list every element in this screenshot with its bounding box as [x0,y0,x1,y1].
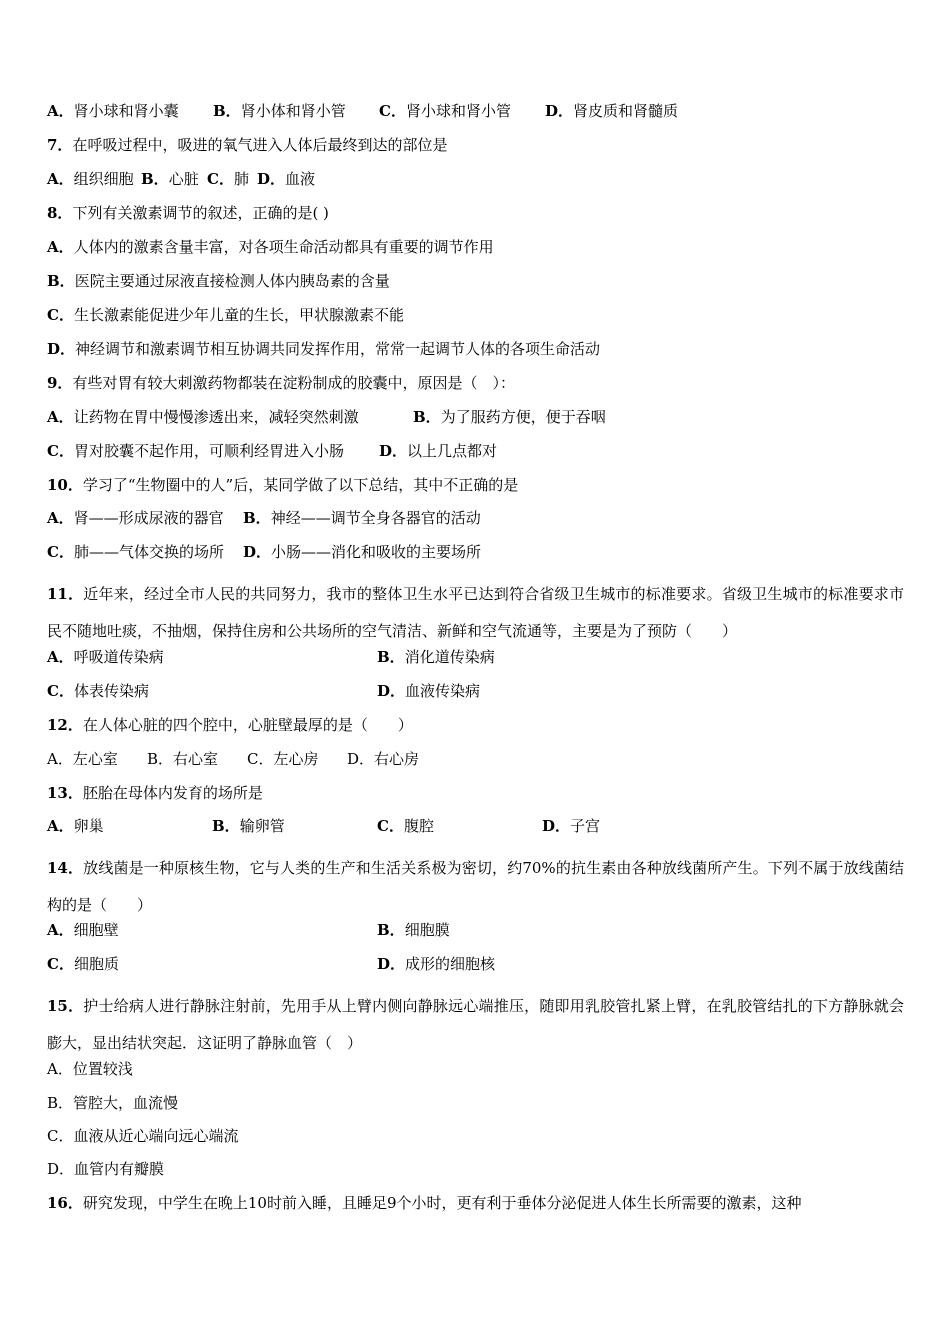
q7-stem: 7．在呼吸过程中，吸进的氧气进入人体后最终到达的部位是 [47,136,448,154]
q8-option-d: D．神经调节和激素调节相互协调共同发挥作用，常常一起调节人体的各项生命活动 [47,340,601,358]
q11-option-d: D．血液传染病 [377,682,481,700]
q13-stem: 13．胚胎在母体内发育的场所是 [47,784,263,802]
q10-stem: 10．学习了“生物圈中的人”后，某同学做了以下总结，其中不正确的是 [47,476,519,494]
q13-options [47,816,600,836]
q8-option-b: B．医院主要通过尿液直接检测人体内胰岛素的含量 [47,272,390,290]
q16-stem: 16．研究发现，中学生在晚上10时前入睡，且睡足9个小时，更有利于垂体分泌促进人体生长所需要的激素，这种 [47,1194,802,1212]
q9-option-a: A．让药物在胃中慢慢渗透出来，减轻突然刺激 [47,408,359,426]
q9-option-b: B．为了服药方便，便于吞咽 [413,408,606,426]
q11-stem: 11．近年来，经过全市人民的共同努力，我市的整体卫生水平已达到符合省级卫生城市的标准要求。省级卫生城市的标准要求市民不随地吐痰，不抽烟，保持住房和公共场所的空气清洁、新鲜和空气流通等，主要是为了预防（ ） [47,585,904,640]
q13-option-a: A．卵巢 [47,817,104,835]
q14-option-b: B．细胞膜 [377,921,450,939]
q10-option-b: B．神经——调节全身各器官的活动 [243,509,481,527]
q8-option-c: C．生长激素能促进少年儿童的生长，甲状腺激素不能 [47,306,404,324]
q14-options-ab [47,920,450,940]
q10-options-cd [47,542,481,562]
q15-option-d: D．血管内有瓣膜 [47,1160,165,1178]
q15-option-c: C．血液从近心端向远心端流 [47,1127,239,1145]
q12-option-d: D．右心房 [347,750,420,768]
q13-option-b: B．输卵管 [212,817,285,835]
q10-option-d: D．小肠——消化和吸收的主要场所 [243,543,482,561]
q6-option-d: D．肾皮质和肾髓质 [545,102,679,120]
q14-stem: 14．放线菌是一种原核生物，它与人类的生产和生活关系极为密切，约70%的抗生素由各种放线菌所产生。下列不属于放线菌结构的是（ ） [47,859,904,914]
q9-options-cd [47,441,497,461]
q11-option-a: A．呼吸道传染病 [47,648,164,666]
q9-option-d: D．以上几点都对 [379,442,498,460]
q14-option-a: A．细胞壁 [47,921,119,939]
q9-options-ab [47,407,606,427]
q12-options [47,749,419,769]
q14-options-cd [47,954,495,974]
q15-stem: 15．护士给病人进行静脉注射前，先用手从上臂内侧向静脉远心端推压，随即用乳胶管扎紧上臂，在乳胶管结扎的下方静脉就会膨大，显出结状突起．这证明了静脉血管（ ） [47,997,904,1052]
q7-options [47,169,315,189]
q7-option-d: D．血液 [257,170,316,188]
q11-option-c: C．体表传染病 [47,682,149,700]
q13-option-c: C．腹腔 [377,817,434,835]
q7-option-b: B．心脏 [141,170,199,188]
q15-option-a: A．位置较浅 [47,1060,133,1078]
q14-option-d: D．成形的细胞核 [377,955,496,973]
q14-option-c: C．细胞质 [47,955,119,973]
q6-option-a: A．肾小球和肾小囊 [47,102,179,120]
q11-options-cd [47,681,480,701]
q10-option-c: C．肺——气体交换的场所 [47,543,224,561]
q8-stem: 8．下列有关激素调节的叙述，正确的是( ) [47,204,329,222]
q10-options-ab [47,508,481,528]
q6-options [47,101,678,121]
q13-option-d: D．子宫 [542,817,601,835]
q11-option-b: B．消化道传染病 [377,648,495,666]
q8-option-a: A．人体内的激素含量丰富，对各项生命活动都具有重要的调节作用 [47,238,494,256]
q6-option-c: C．肾小球和肾小管 [379,102,511,120]
q15-option-b: B．管腔大，血流慢 [47,1094,179,1112]
q12-option-c: C．左心房 [247,750,319,768]
q7-option-a: A．组织细胞 [47,170,134,188]
q12-option-b: B．右心室 [147,750,219,768]
q9-option-c: C．胃对胶囊不起作用，可顺利经胃进入小肠 [47,442,344,460]
q12-option-a: A．左心室 [47,750,118,768]
q7-option-c: C．肺 [207,170,249,188]
q10-option-a: A．肾——形成尿液的器官 [47,509,224,527]
q12-stem: 12．在人体心脏的四个腔中，心脏壁最厚的是（ ） [47,716,413,734]
q11-options-ab [47,647,495,667]
q6-option-b: B．肾小体和肾小管 [213,102,346,120]
q9-stem: 9．有些对胃有较大刺激药物都装在淀粉制成的胶囊中，原因是（ ）： [47,374,515,392]
